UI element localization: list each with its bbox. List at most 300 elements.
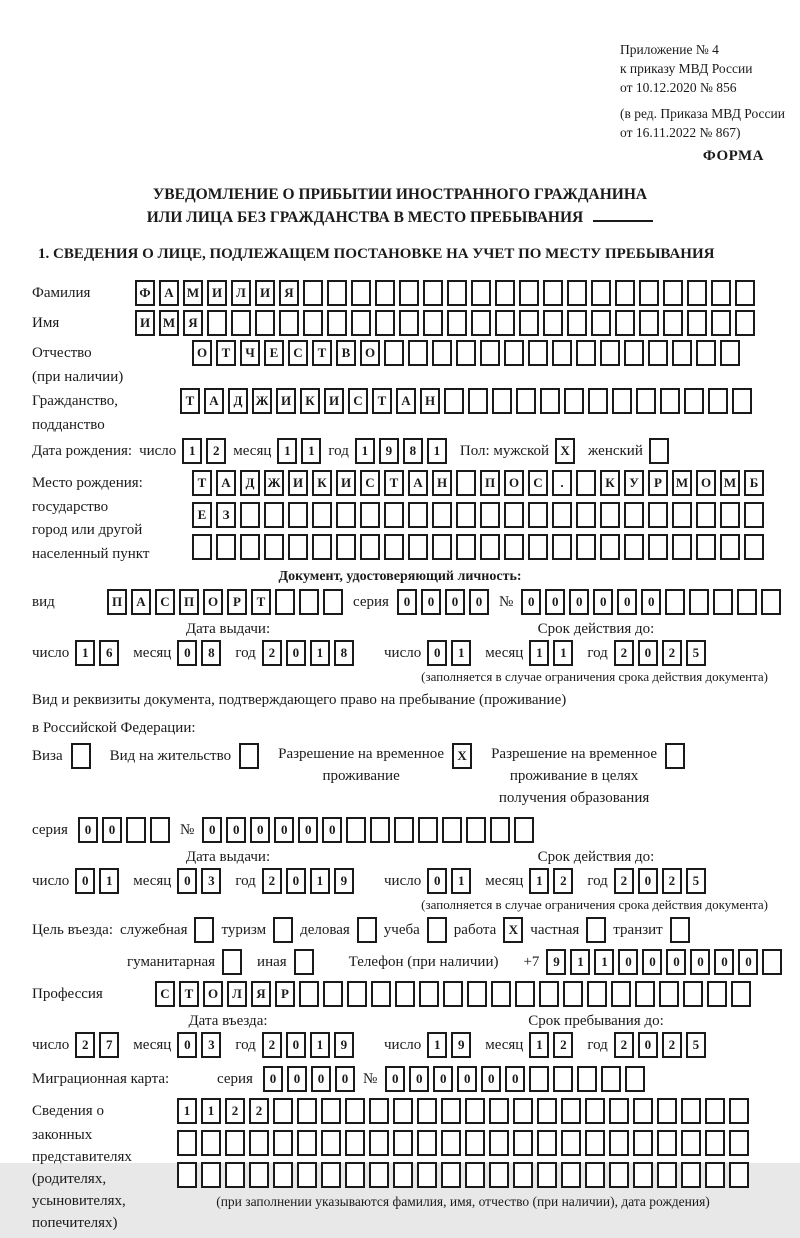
sex-female-group [588,438,669,464]
day-label: число [32,872,70,889]
patronymic-label [32,340,192,388]
form-cell [543,310,563,336]
form-cell [447,310,467,336]
representatives-label-line: (родителях, [32,1171,107,1187]
birth-place-label [32,470,192,565]
surname-row [32,280,768,306]
form-cell: С [155,981,175,1007]
form-cell [708,388,728,414]
option-visa-checkbox [71,743,91,769]
form-cell: Т [180,388,200,414]
form-cell [249,1130,269,1156]
birth-place-label-line: государство [32,499,109,515]
form-cell [683,981,703,1007]
form-cell: 2 [206,438,226,464]
residence-expiry-month-cells [529,868,573,894]
form-cell [375,310,395,336]
form-cell [744,502,764,528]
form-cell [657,1162,677,1188]
form-cell [393,1098,413,1124]
month-label: месяц [485,1036,524,1053]
citizenship-label-line1: Гражданство, [32,393,119,409]
form-cell [577,1066,597,1092]
form-cell: Ч [240,340,260,366]
form-cell: 0 [177,868,197,894]
form-cell: 2 [262,868,282,894]
citizenship-label-line2: подданство [32,417,105,433]
form-cell: X [452,743,472,769]
form-cell: Ж [264,470,284,496]
residence-expiry-day-cells [427,868,471,894]
form-cell [177,1130,197,1156]
form-cell: С [528,470,548,496]
form-cell: 1 [553,640,573,666]
form-cell [720,502,740,528]
form-cell: 0 [433,1066,453,1092]
form-cell [576,502,596,528]
form-cell: 1 [75,640,95,666]
form-cell: А [131,589,151,615]
profession-cells [155,981,751,1007]
form-cell [519,280,539,306]
form-cell [150,817,170,843]
form-cell: X [503,917,523,943]
residence-expiry-block [384,849,768,913]
form-cell: Т [312,340,332,366]
form-cell [528,340,548,366]
form-cell: 2 [225,1098,245,1124]
birth-place-label-line: город или другой [32,522,143,538]
form-cell: 2 [614,640,634,666]
stay-until-title: Срок пребывания до: [528,1013,664,1029]
phone-prefix: +7 [523,953,540,970]
month-label: месяц [133,872,172,889]
form-cell [735,310,755,336]
form-cell [513,1098,533,1124]
residence-doc-intro1: Вид и реквизиты документа, подтверждающего право на пребывание (проживание) [32,692,567,708]
issue-month-cells [177,640,221,666]
expiry-month-cells [529,640,573,666]
citizenship-cells [180,388,752,414]
form-cell [576,340,596,366]
form-cell: 1 [427,1032,447,1058]
form-cell [600,534,620,560]
form-cell: В [336,340,356,366]
form-cell [705,1130,725,1156]
form-cell: Е [264,340,284,366]
form-cell: 6 [99,640,119,666]
form-cell [681,1098,701,1124]
form-cell: 2 [662,1032,682,1058]
form-cell [201,1162,221,1188]
expiry-day-cells [427,640,471,666]
form-cell [423,280,443,306]
form-cell: 1 [529,1032,549,1058]
form-cell: С [288,340,308,366]
form-cell [239,743,259,769]
form-cell: 1 [99,868,119,894]
form-cell: З [216,502,236,528]
residence-doc-series-row [32,817,768,843]
patronymic-label-line2: (при наличии) [32,369,124,385]
migration-number-label: № [362,1071,378,1087]
form-cell [489,1098,509,1124]
form-cell: 9 [334,868,354,894]
form-cell [609,1162,629,1188]
form-cell [612,388,632,414]
form-cell: У [624,470,644,496]
form-cell [432,340,452,366]
form-cell: 0 [521,589,541,615]
year-label: год [587,1036,608,1053]
form-cell [336,502,356,528]
form-cell: 0 [274,817,294,843]
form-cell [441,1098,461,1124]
form-cell [480,502,500,528]
form-cell [657,1130,677,1156]
form-cell [504,534,524,560]
form-cell [665,743,685,769]
form-cell [297,1098,317,1124]
form-cell: И [324,388,344,414]
form-cell [347,981,367,1007]
representatives-row [32,1098,768,1234]
entry-year-cells [262,1032,354,1058]
form-cell: 3 [201,1032,221,1058]
form-cell [585,1162,605,1188]
form-cell [321,1098,341,1124]
option-temp-residence-label: Разрешение на временное проживание [278,746,445,784]
number-label: № [179,822,195,838]
patronymic-cells [192,340,740,366]
form-cell [441,1130,461,1156]
form-cell [480,340,500,366]
purpose-business-checkbox [357,917,377,943]
form-cell [648,502,668,528]
form-cell: 1 [310,640,330,666]
form-cell [346,817,366,843]
month-label: месяц [485,872,524,889]
form-cell [419,981,439,1007]
given-name-label: Имя [32,315,60,331]
form-cell [696,340,716,366]
form-cell: А [408,470,428,496]
form-cell: 0 [397,589,417,615]
form-cell: 2 [553,1032,573,1058]
form-cell [466,817,486,843]
form-cell: 0 [263,1066,283,1092]
form-cell [468,388,488,414]
document-reference [620,40,785,142]
form-cell [394,817,414,843]
form-cell [585,1098,605,1124]
expiry-year-cells [614,640,706,666]
form-cell [126,817,146,843]
representatives-label-line: представителях [32,1149,132,1165]
form-cell [639,310,659,336]
form-cell: И [207,280,227,306]
form-cell [720,534,740,560]
form-cell [323,589,343,615]
form-cell [443,981,463,1007]
form-cell [240,502,260,528]
form-cell [467,981,487,1007]
form-cell: Р [227,589,247,615]
entry-date-block [32,1013,384,1058]
sex-male-checkbox [555,438,575,464]
form-cell: 2 [249,1098,269,1124]
form-cell [635,981,655,1007]
phone-cells [546,949,782,975]
residence-issue-day-cells [75,868,119,894]
form-cell: 2 [262,1032,282,1058]
option-residence-permit-label: Вид на жительство [109,748,232,764]
form-cell [442,817,462,843]
form-cell: 8 [334,640,354,666]
form-cell [672,340,692,366]
form-cell: 0 [427,868,447,894]
form-cell [495,310,515,336]
form-cell: 9 [451,1032,471,1058]
form-cell: 0 [287,1066,307,1092]
form-cell: Я [183,310,203,336]
form-cell [659,981,679,1007]
birth-place-cells-row1 [192,470,764,496]
purpose-business-label: деловая [300,921,350,938]
form-cell [600,340,620,366]
form-cell [321,1130,341,1156]
form-cell [418,817,438,843]
form-cell: М [183,280,203,306]
form-cell [264,502,284,528]
form-cell [537,1130,557,1156]
form-cell [504,340,524,366]
form-cell [441,1162,461,1188]
patronymic-row [32,340,768,388]
birth-day-cells [182,438,226,464]
form-cell: 8 [201,640,221,666]
form-cell [585,1130,605,1156]
entry-month-cells [177,1032,221,1058]
form-cell [591,310,611,336]
form-cell [519,310,539,336]
form-cell [539,981,559,1007]
form-cell: Н [432,470,452,496]
form-cell [360,502,380,528]
sex-female-label: женский [588,442,643,459]
form-cell [194,917,214,943]
doc-series-cells [397,589,489,615]
form-cell [528,534,548,560]
form-cell [705,1162,725,1188]
form-cell: И [135,310,155,336]
form-cell [660,388,680,414]
form-cell [432,502,452,528]
form-cell: 0 [469,589,489,615]
form-cell: 2 [662,868,682,894]
form-cell [288,534,308,560]
form-cell [489,1130,509,1156]
form-cell: И [255,280,275,306]
form-cell: А [204,388,224,414]
form-cell [670,917,690,943]
purpose-work-label: работа [453,921,497,938]
form-cell: 3 [201,868,221,894]
form-cell: 0 [226,817,246,843]
form-cell: Л [231,280,251,306]
option-temp-residence-education-checkbox [665,743,685,769]
form-cell [273,1098,293,1124]
form-cell [649,438,669,464]
given-name-row [32,310,768,336]
form-cell [297,1130,317,1156]
form-cell [696,534,716,560]
form-cell: Б [744,470,764,496]
birth-place-cells-row2 [192,502,764,528]
form-cell [624,340,644,366]
form-cell [672,534,692,560]
form-cell [729,1162,749,1188]
form-cell: 1 [355,438,375,464]
form-cell [731,981,751,1007]
purpose-label: Цель въезда: [32,921,113,938]
birth-place-label-line: населенный пункт [32,546,150,562]
form-cell: 0 [617,589,637,615]
form-cell [540,388,560,414]
form-cell: О [203,589,223,615]
form-cell [399,310,419,336]
representatives-cells [177,1098,749,1188]
form-cell [369,1098,389,1124]
form-cell: Т [179,981,199,1007]
form-cell [737,589,757,615]
form-cell [761,589,781,615]
form-cell [657,1098,677,1124]
representatives-cells-row2 [177,1130,749,1156]
form-cell [687,280,707,306]
form-cell [711,280,731,306]
entry-date-title: Дата въезда: [188,1013,268,1029]
ref-line: от 16.11.2022 № 867) [620,125,741,140]
option-temp-residence-education-label: Разрешение на временное проживание в целях получения образования [491,746,658,806]
form-cell: 0 [427,640,447,666]
doc-number-cells [521,589,781,615]
form-cell [303,280,323,306]
form-cell: 5 [686,640,706,666]
form-cell [351,310,371,336]
day-label: число [384,872,422,889]
form-cell: 0 [641,589,661,615]
form-cell [312,502,332,528]
form-cell [275,589,295,615]
form-cell [601,1066,621,1092]
birth-place-cells-row3 [192,534,764,560]
form-cell: 1 [201,1098,221,1124]
form-cell [586,917,606,943]
birth-date-label: Дата рождения: [32,443,133,459]
form-cell: А [159,280,179,306]
form-cell [303,310,323,336]
form-cell: 0 [78,817,98,843]
given-name-cells [135,310,755,336]
form-cell [490,817,510,843]
form-cell [491,981,511,1007]
series-label: серия [32,822,68,838]
representatives-label-line: усыновителях, [32,1193,126,1209]
stay-day-cells [427,1032,471,1058]
form-cell: 1 [451,868,471,894]
form-cell [528,502,548,528]
form-cell [553,1066,573,1092]
sex-female-checkbox [649,438,669,464]
purpose-row2-phone [127,949,768,975]
form-cell [732,388,752,414]
form-cell: Е [192,502,212,528]
form-cell: Т [216,340,236,366]
form-cell [489,1162,509,1188]
phone-label: Телефон (при наличии) [348,953,499,970]
form-cell [729,1130,749,1156]
form-cell: 0 [457,1066,477,1092]
form-cell [345,1098,365,1124]
birth-year-group [328,438,446,464]
form-cell [323,981,343,1007]
form-cell: А [216,470,236,496]
month-label: месяц [233,442,272,459]
form-cell [273,917,293,943]
migration-series-label: серия [217,1071,253,1087]
form-cell: М [720,470,740,496]
form-cell [633,1130,653,1156]
form-cell [561,1162,581,1188]
day-label: число [32,1036,70,1053]
form-cell [177,1162,197,1188]
representatives-note: (при заполнении указываются фамилия, имя, отчество (при наличии), дата рождения) [216,1194,710,1209]
form-cell [762,949,782,975]
form-cell: О [203,981,223,1007]
form-cell: К [600,470,620,496]
purpose-study-label: учеба [383,921,420,938]
option-temp-residence-checkbox [452,743,472,769]
form-cell: 2 [553,868,573,894]
form-cell: 0 [286,1032,306,1058]
form-cell [417,1098,437,1124]
form-cell: 9 [334,1032,354,1058]
residence-doc-options [32,743,768,809]
form-cell: О [504,470,524,496]
form-cell [537,1098,557,1124]
form-cell [417,1162,437,1188]
form-cell: 0 [445,589,465,615]
form-cell [672,502,692,528]
form-cell: И [288,470,308,496]
form-cell: К [300,388,320,414]
form-cell [294,949,314,975]
month-label: месяц [133,1036,172,1053]
form-cell [591,280,611,306]
residence-issue-title: Дата выдачи: [185,849,271,865]
form-cell: 0 [322,817,342,843]
form-cell: П [179,589,199,615]
birth-day-group [139,438,226,464]
form-cell [636,388,656,414]
stay-month-cells [529,1032,573,1058]
form-cell [744,534,764,560]
form-cell [222,949,242,975]
form-cell [465,1098,485,1124]
form-cell [408,534,428,560]
section1-heading: 1. СВЕДЕНИЯ О ЛИЦЕ, ПОДЛЕЖАЩЕМ ПОСТАНОВКЕ НА УЧЕТ ПО МЕСТУ ПРЕБЫВАНИЯ [38,246,715,262]
